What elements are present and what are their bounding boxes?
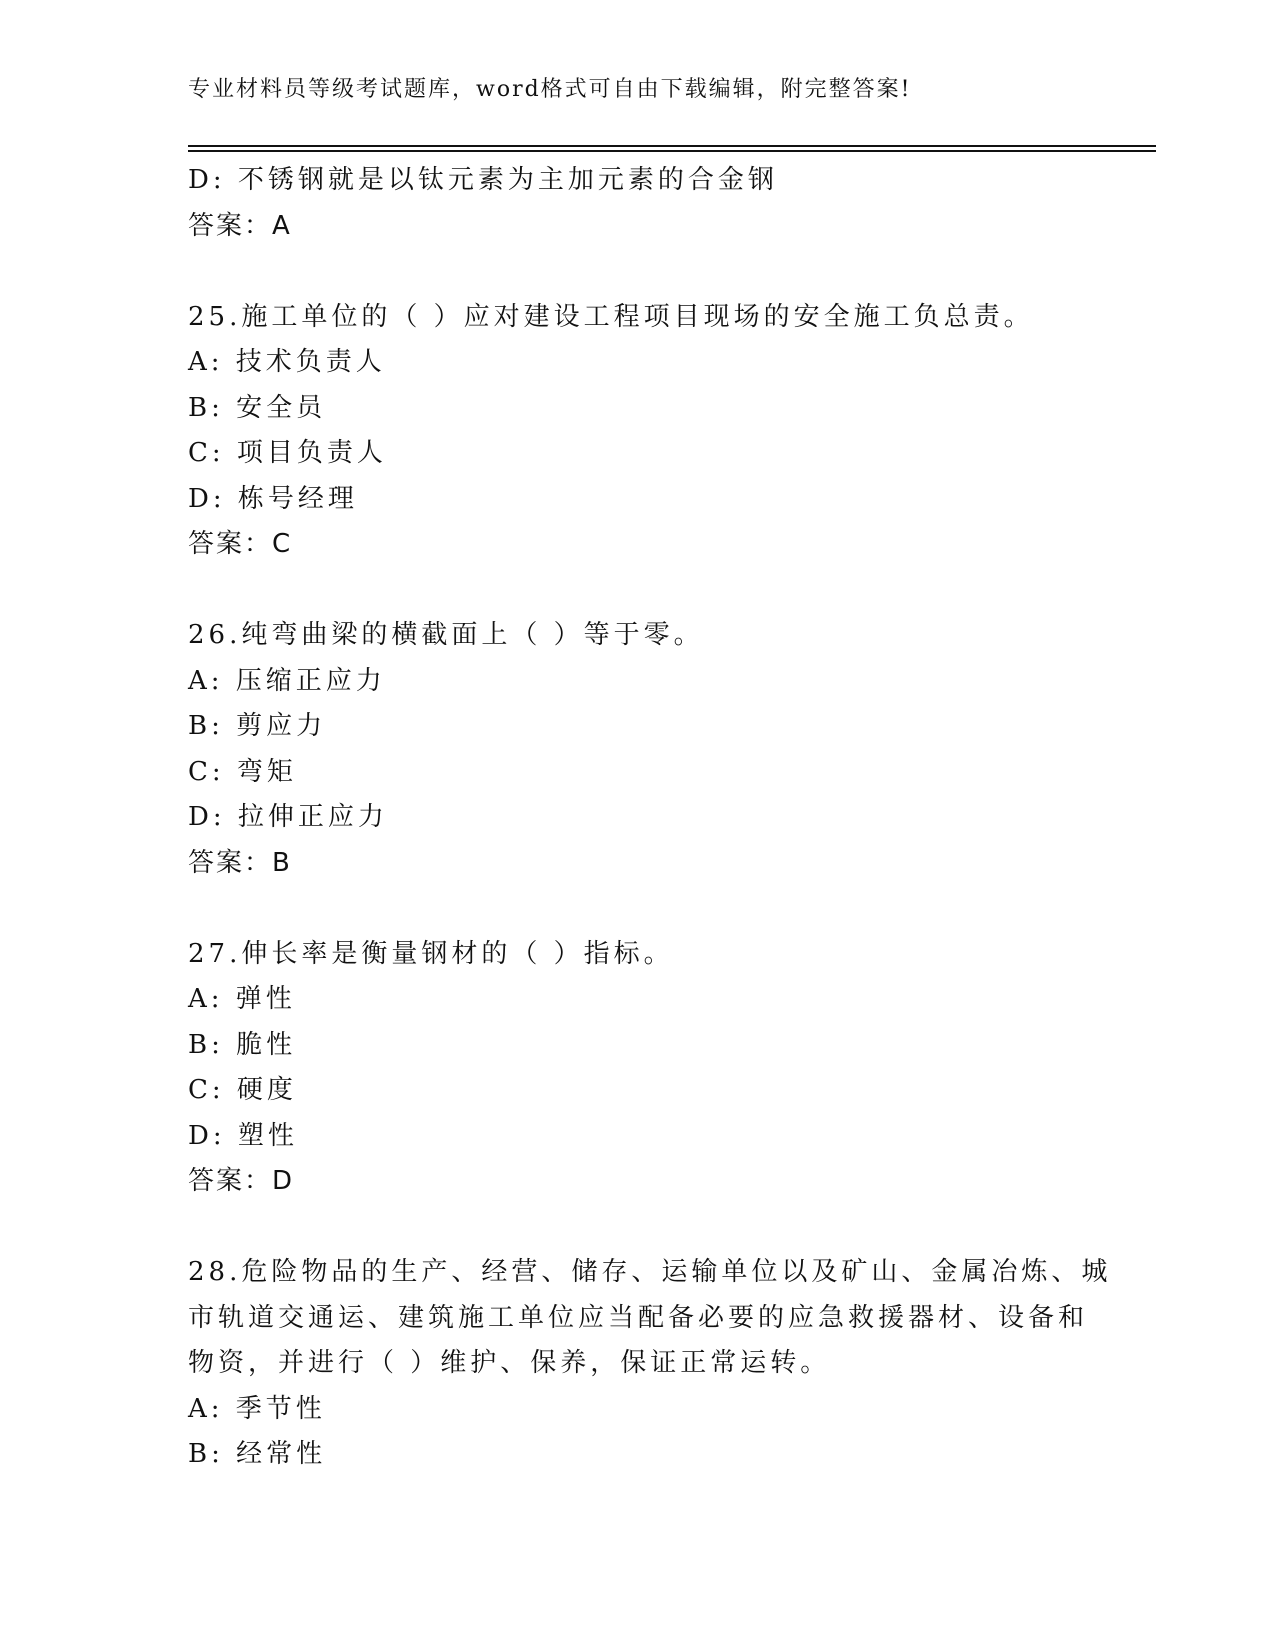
q28-option-b: B: 经常性 — [188, 1439, 327, 1469]
q28-question — [188, 1250, 1112, 1387]
q27-answer: 答案：D — [188, 1166, 295, 1196]
q25-option-b: B: 安全员 — [188, 392, 327, 423]
q26-option-c: C: 弯矩 — [188, 756, 297, 787]
q25-option-c: C: 项目负责人 — [188, 438, 387, 468]
q26-question: 26.纯弯曲梁的横截面上（ ）等于零。 — [188, 620, 704, 650]
prev-answer: 答案：A — [188, 210, 292, 241]
q26-option-b: B: 剪应力 — [188, 711, 327, 741]
q26-option-d: D: 拉伸正应力 — [188, 802, 388, 832]
q25-question: 25.施工单位的（ ）应对建设工程项目现场的安全施工负总责。 — [188, 301, 1034, 332]
q27-question: 27.伸长率是衡量钢材的（ ）指标。 — [188, 938, 674, 969]
q25-option-d: D: 栋号经理 — [188, 483, 358, 514]
question-list — [188, 158, 1112, 1478]
spacer — [188, 568, 1088, 614]
q28-question-line: 物资，并进行（ ）维护、保养，保证正常运转。 — [188, 1348, 831, 1378]
q25-answer: 答案：C — [188, 529, 293, 559]
q28-option-a: A: 季节性 — [188, 1393, 326, 1424]
spacer — [188, 1205, 1088, 1251]
q27-option-b: B: 脆性 — [188, 1029, 297, 1060]
prev-option-d: D: 不锈钢就是以钛元素为主加元素的合金钢 — [188, 165, 778, 195]
spacer — [188, 886, 1088, 932]
q27-option-d: D: 塑性 — [188, 1120, 298, 1151]
q28-question-line: 28.危险物品的生产、经营、储存、运输单位以及矿山、金属冶炼、城 — [188, 1257, 1112, 1287]
header-rule-top — [188, 145, 1156, 147]
q26-answer: 答案：B — [188, 847, 292, 878]
q28-question-line: 市轨道交通运、建筑施工单位应当配备必要的应急救援器材、设备和 — [188, 1302, 1089, 1333]
q27-option-a: A: 弹性 — [188, 984, 296, 1014]
page-header: 专业材料员等级考试题库，word格式可自由下载编辑，附完整答案! — [188, 77, 912, 102]
q25-option-a: A: 技术负责人 — [188, 347, 386, 377]
spacer — [188, 249, 1088, 295]
q27-option-c: C: 硬度 — [188, 1075, 297, 1105]
header-rule-bottom — [188, 150, 1156, 152]
q26-option-a: A: 压缩正应力 — [188, 665, 386, 696]
